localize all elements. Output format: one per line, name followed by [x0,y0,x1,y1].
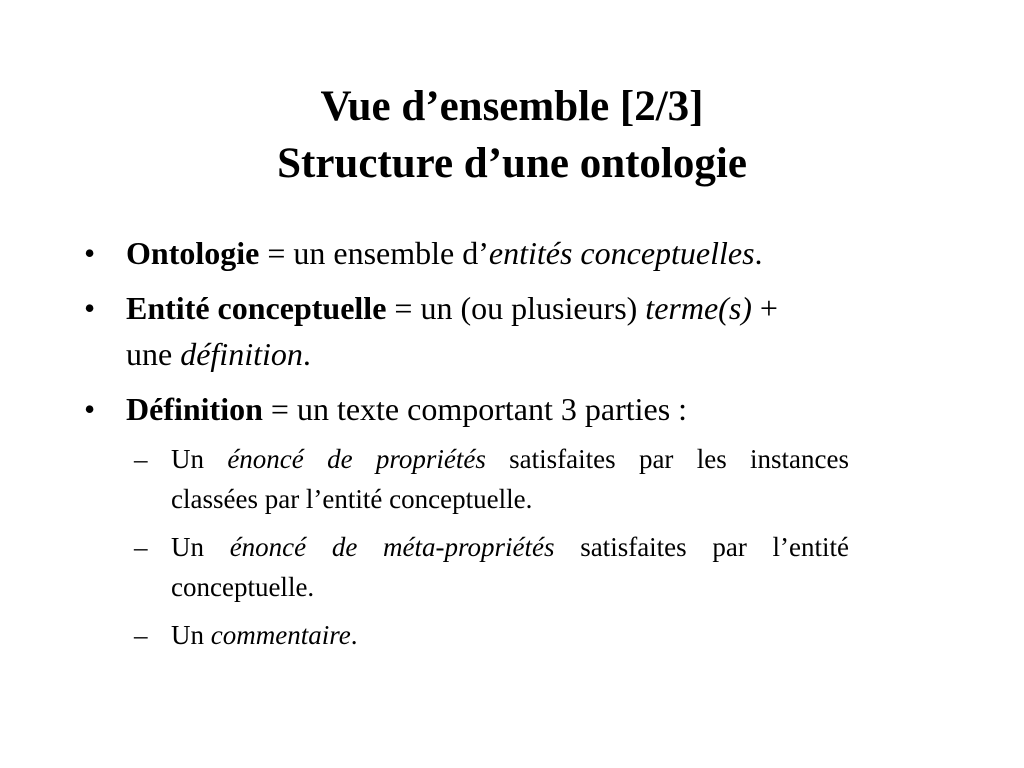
sub-bullet-text: satisfaites par les instances [485,444,849,474]
bullet-term: Définition [126,391,263,427]
sub-bullet-emphasis: énoncé de méta-propriétés [229,532,555,562]
sub-bullet-emphasis: commentaire [210,620,351,650]
title-line-2: Structure d’une ontologie [277,140,747,187]
sub-bullet-item [134,439,849,519]
sub-bullet-text: . [350,620,358,650]
bullet-term: Entité conceptuelle [126,290,387,326]
sub-bullet-emphasis: énoncé de propriétés [227,444,486,474]
bullet-term: Ontologie [126,235,260,271]
sub-bullet-text: Un [171,444,228,474]
sub-bullet-continuation: conceptuelle. [171,572,315,602]
sub-bullet-continuation: classées par l’entité conceptuelle. [171,484,533,514]
sub-bullet-first-line [171,439,849,479]
bullet-text: = un (ou plusieurs) [386,290,646,326]
title-line-1: Vue d’ensemble [2/3] [320,83,704,130]
bullet-continuation [126,329,940,379]
bullet-item [80,384,940,434]
bullet-list [80,228,940,663]
dash-marker: – [134,532,148,562]
dash-marker: – [134,620,148,650]
slide-title [0,78,1024,192]
sub-bullet-item [134,615,849,655]
bullet-text: . [302,336,311,372]
bullet-emphasis: entités conceptuelles [488,235,755,271]
bullet-item [80,228,940,278]
sub-bullet-first-line [171,527,849,567]
bullet-text: + [751,290,778,326]
bullet-text: une [126,336,181,372]
sub-bullet-text: Un [171,620,211,650]
sub-bullet-text: Un [171,532,230,562]
bullet-item [80,283,940,379]
bullet-text: = un ensemble d’ [259,235,489,271]
bullet-marker: • [84,290,96,326]
bullet-text: . [754,235,763,271]
bullet-text: = un texte comportant 3 parties : [262,391,688,427]
bullet-marker: • [84,391,96,427]
dash-marker: – [134,444,148,474]
bullet-emphasis: terme(s) [645,290,752,326]
sub-bullet-item [134,527,849,607]
bullet-emphasis: définition [180,336,303,372]
bullet-marker: • [84,235,96,271]
sub-bullet-text: satisfaites par l’entité [554,532,849,562]
